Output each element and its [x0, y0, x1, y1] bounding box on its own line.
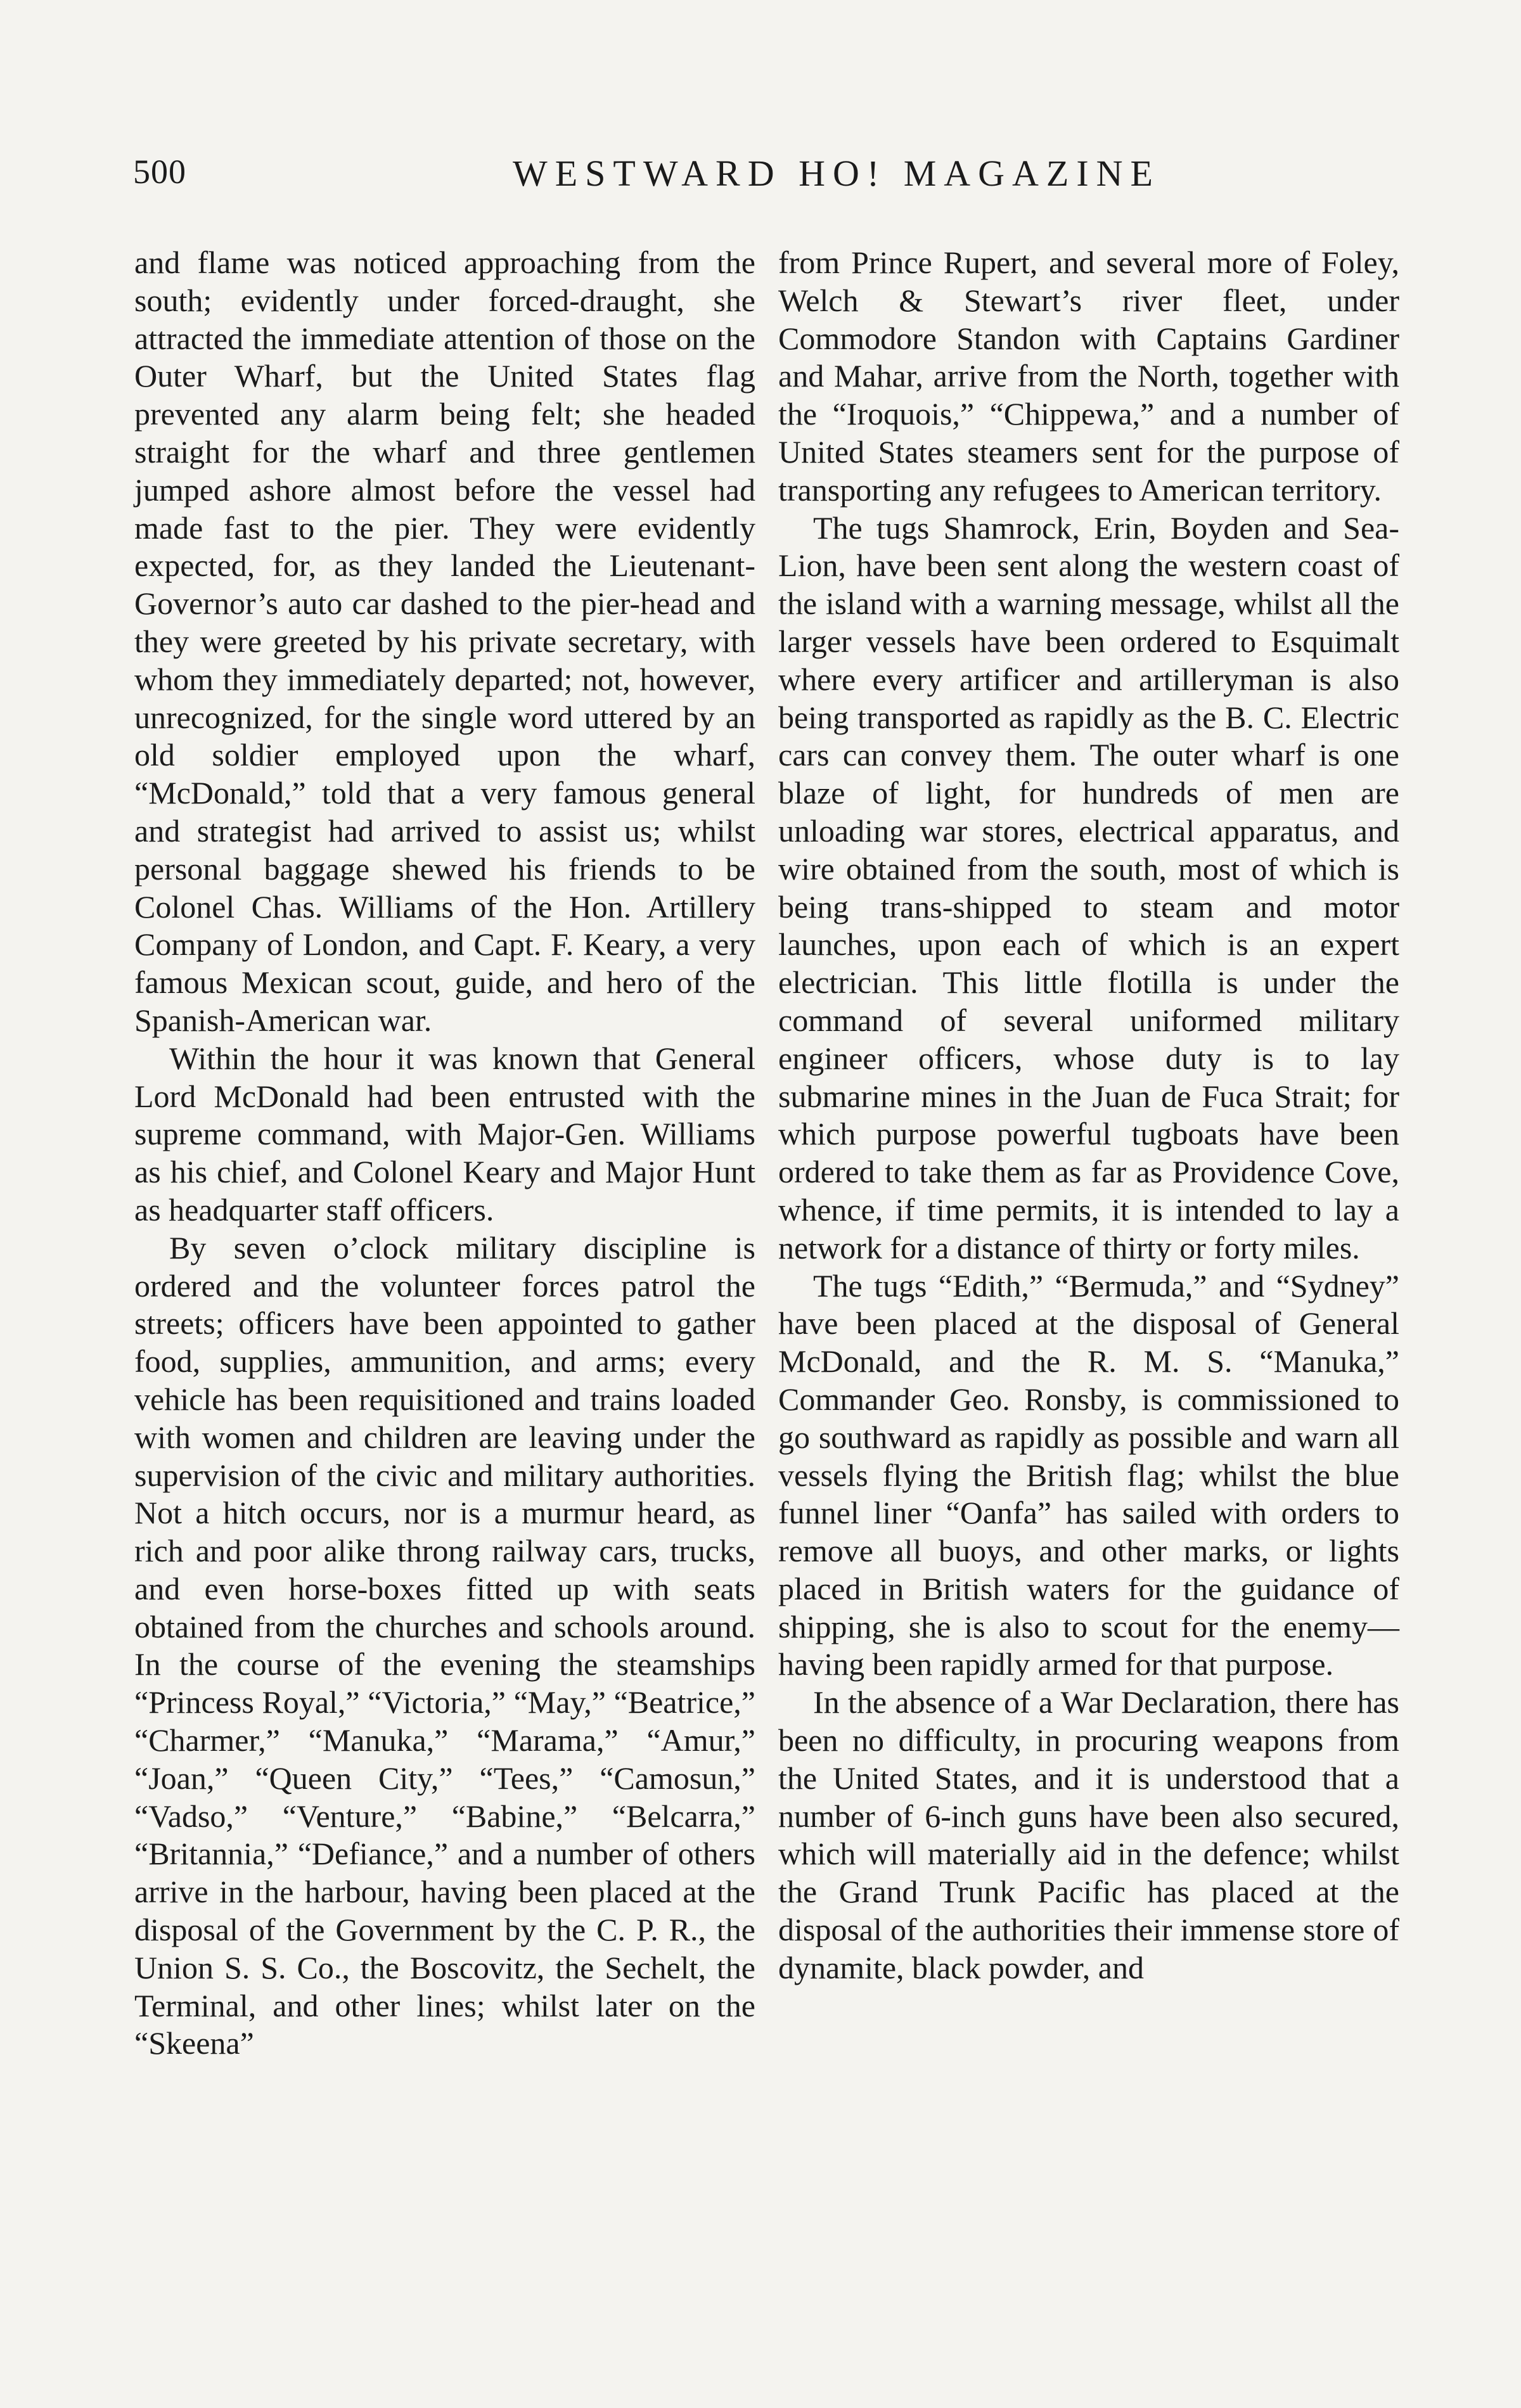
paragraph: In the absence of a War Declaration, there has been no difficulty, in procuring weapons from the United States, and it is understood that a number of 6-inch guns have been also secured, which will materially aid in the defence; whilst the Grand Trunk Pacific has placed at the disposal of the authorities their immense store of dynamite, black powder, and: [778, 1684, 1399, 1985]
left-text-column: [134, 244, 755, 2063]
paragraph: The tugs “Edith,” “Bermuda,” and “Sydney” have been placed at the disposal of General McDonald, and the R. M. S. “Manuka,” Commander Geo. Ronsby, is commissioned to go southward as rapidly as possible and warn all vessels flying the British flag; whilst the blue funnel liner “Oanfa” has sailed with orders to remove all buoys, and other marks, or lights placed in British waters for the guidance of shipping, she is also to scout for the enemy—having been rapidly armed for that purpose.: [778, 1267, 1399, 1682]
page-header: [133, 152, 1401, 203]
right-text-column: [778, 244, 1399, 1987]
running-title: WESTWARD HO! MAGAZINE: [512, 153, 1160, 194]
paragraph: The tugs Shamrock, Erin, Boyden and Sea-Lion, have been sent along the western coast of the island with a warning message, whilst all the larger vessels have been ordered to Esquimalt where every artificer and artilleryman is also being transported as rapidly as the B. C. Electric cars can convey them. The outer wharf is one blaze of light, for hundreds of men are unloading war stores, electrical apparatus, and wire obtained from the south, most of which is being trans-shipped to steam and motor launches, upon each of which is an expert electrician. This little flotilla is under the command of several uniformed military engineer officers, whose duty is to lay submarine mines in the Juan de Fuca Strait; for which purpose powerful tugboats have been ordered to take them as far as Providence Cove, whence, if time permits, it is intended to lay a network for a distance of thirty or forty miles.: [778, 509, 1399, 1265]
page-number: 500: [133, 153, 186, 191]
paragraph: Within the hour it was known that General Lord McDonald had been entrusted with the supreme command, with Major-Gen. Williams as his chief, and Colonel Keary and Major Hunt as headquarter staff officers.: [134, 1040, 755, 1227]
paragraph: and flame was noticed approaching from the south; evidently under forced-draught, she attracted the immediate attention of those on the Outer Wharf, but the United States flag prevented any alarm being felt; she headed straight for the wharf and three gentlemen jumped ashore almost before the vessel had made fast to the pier. They were evidently expected, for, as they landed the Lieutenant-Governor’s auto car dashed to the pier-head and they were greeted by his private secretary, with whom they immediately departed; not, however, unrecognized, for the single word uttered by an old soldier employed upon the wharf, “McDonald,” told that a very famous general and strategist had arrived to assist us; whilst personal baggage shewed his friends to be Colonel Chas. Williams of the Hon. Artillery Company of London, and Capt. F. Keary, a very famous Mexican scout, guide, and hero of the Spanish-American war.: [134, 245, 755, 1038]
paragraph: from Prince Rupert, and several more of Foley, Welch & Stewart’s river fleet, under Commodore Standon with Captains Gardiner and Mahar, arrive from the North, together with the “Iroquois,” “Chippewa,” and a number of United States steamers sent for the purpose of transporting any refugees to American territory.: [778, 245, 1399, 508]
paragraph: By seven o’clock military discipline is ordered and the volunteer forces patrol the streets; officers have been appointed to gather food, supplies, ammunition, and arms; every vehicle has been requisitioned and trains loaded with women and children are leaving under the supervision of the civic and military authorities. Not a hitch occurs, nor is a murmur heard, as rich and poor alike throng railway cars, trucks, and even horse-boxes fitted up with seats obtained from the churches and schools around. In the course of the evening the steamships “Princess Royal,” “Victoria,” “May,” “Beatrice,” “Charmer,” “Manuka,” “Marama,” “Amur,” “Joan,” “Queen City,” “Tees,” “Camosun,” “Vadso,” “Venture,” “Babine,” “Belcarra,” “Britannia,” “Defiance,” and a number of others arrive in the harbour, having been placed at the disposal of the Government by the C. P. R., the Union S. S. Co., the Boscovitz, the Sechelt, the Terminal, and other lines; whilst later on the “Skeena”: [134, 1229, 755, 2061]
